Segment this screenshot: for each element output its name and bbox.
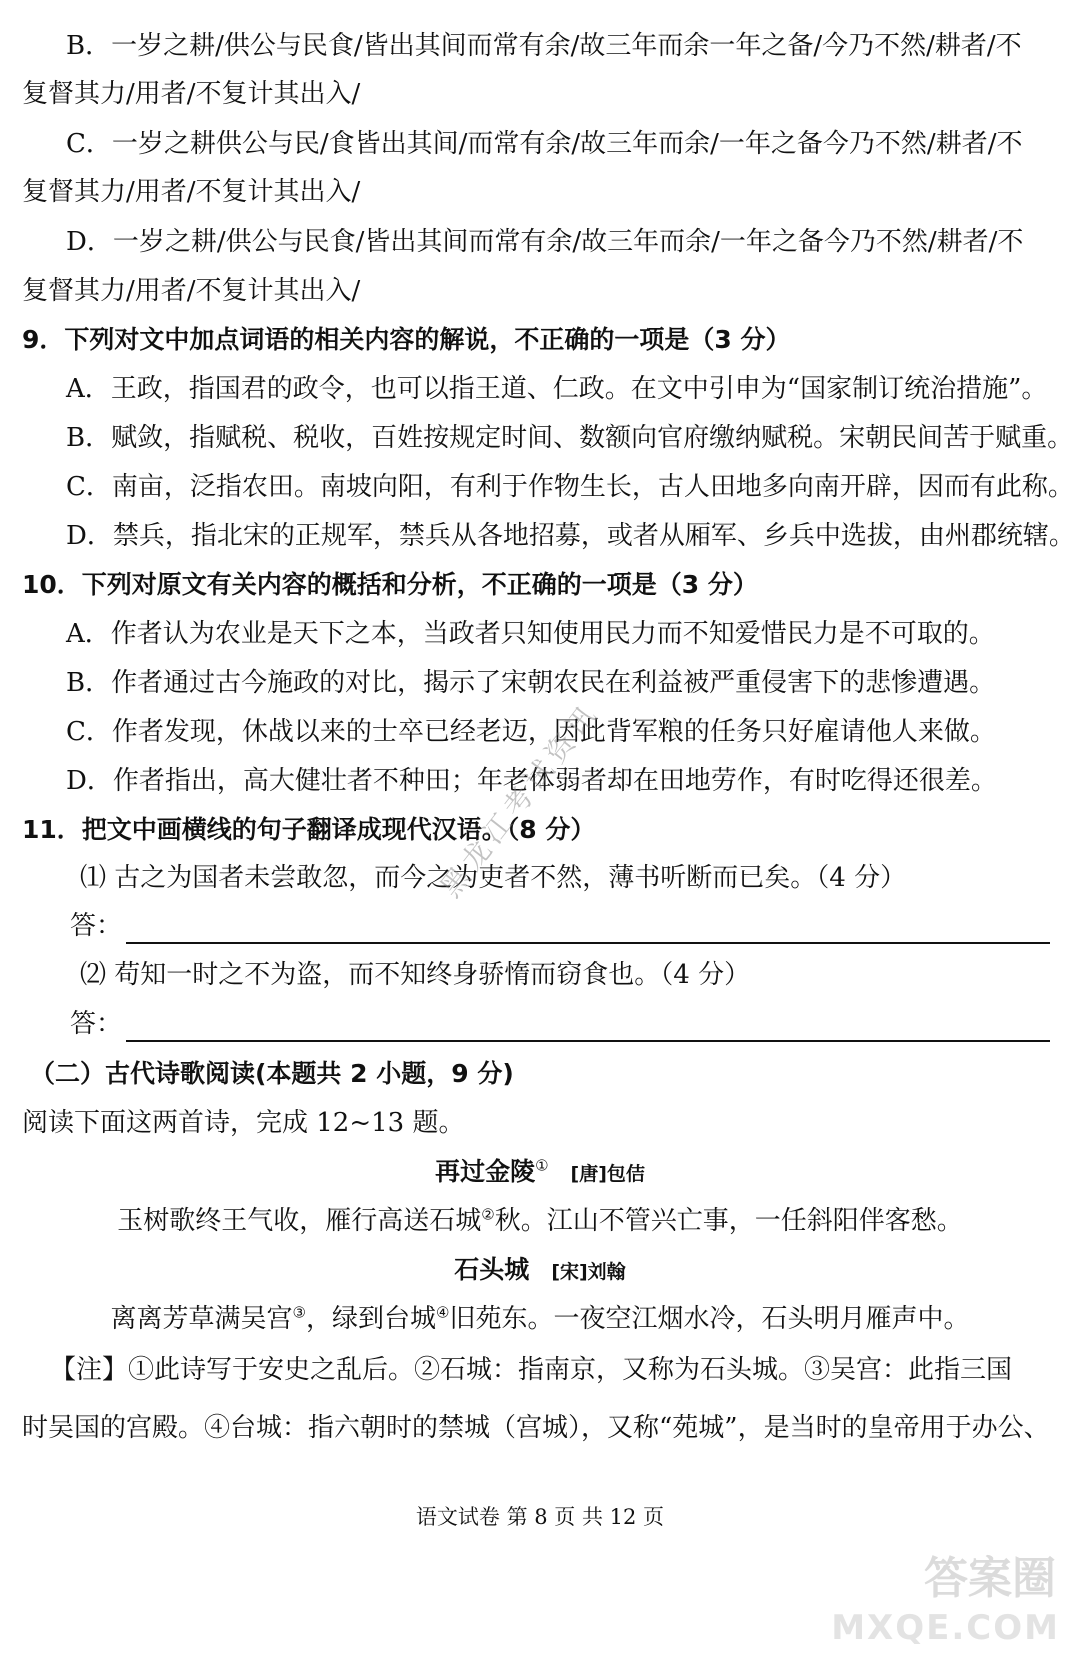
q10-stem: 10．下列对原文有关内容的概括和分析，不正确的一项是（3 分） [22,570,758,599]
section-2-intro: 阅读下面这两首诗，完成 12~13 题。 [22,1108,465,1138]
q11-sentence-2: ⑵ 苟知一时之不为盗，而不知终身骄惰而窃食也。（4 分） [80,960,751,990]
poem1-text-part: 秋。江山不管兴亡事，一任斜阳伴客愁。 [494,1206,963,1236]
q11-stem: 11．把文中画横线的句子翻译成现代汉语。（8 分） [22,815,596,844]
q9-option-d: D．禁兵，指北宋的正规军，禁兵从各地招募，或者从厢军、乡兵中选拔，由州郡统辖。 [66,521,1075,551]
watermark-logo [831,1534,1066,1654]
poem1-note-ref: ② [481,1205,495,1224]
section-2-heading: （二）古代诗歌阅读(本题共 2 小题，9 分) [30,1059,514,1088]
answer-line[interactable] [126,942,1050,944]
q8-option-c-line2: 复督其力/用者/不复计其出入/ [22,177,361,207]
notes-line2: 时吴国的宫殿。④台城：指六朝时的禁城（宫城），又称“苑城”，是当时的皇帝用于办公、 [22,1413,1050,1443]
poem1-text-part: 玉树歌终王气收，雁行高送石城 [117,1206,482,1236]
notes-line1: 【注】①此诗写于安史之乱后。②石城：指南京，又称为石头城。③吴宫：此指三国 [50,1355,1013,1385]
poem2-text-part: ，绿到台城 [305,1304,436,1334]
poem2-title-row [0,1252,1080,1290]
q8-option-d-line1: D．一岁之耕/供公与民食/皆出其间而常有余/故三年而余/一年之备今乃不然/耕者/不 [66,227,1024,257]
answer-line[interactable] [126,1040,1050,1042]
poem2-title: 石头城 [454,1255,530,1284]
poem2-text-part: 离离芳草满吴宫 [110,1304,293,1334]
q10-option-d: D．作者指出，高大健壮者不种田；年老体弱者却在田地劳作，有时吃得还很差。 [66,766,997,796]
poem1-title-row [0,1154,1080,1192]
q8-option-b-line2: 复督其力/用者/不复计其出入/ [22,79,361,109]
logo-text-top: 答案圈 [924,1553,1056,1604]
answer-label: 答： [70,1009,123,1039]
poem2-note-ref: ③ [292,1303,306,1322]
q9-option-c: C．南亩，泛指农田。南坡向阳，有利于作物生长，古人田地多向南开辟，因而有此称。 [66,472,1074,502]
poem1-author: [唐]包佶 [570,1163,645,1185]
q8-option-b-line1: B．一岁之耕/供公与民食/皆出其间而常有余/故三年而余一年之备/今乃不然/耕者/不 [66,31,1022,61]
poem2-note-ref: ④ [436,1303,450,1322]
poem2-author: [宋]刘翰 [551,1261,626,1283]
q9-option-b: B．赋敛，指赋税、税收，百姓按规定时间、数额向官府缴纳赋税。宋朝民间苦于赋重。 [66,423,1074,453]
poem2-text-part: 旧苑东。一夜空江烟水冷，石头明月雁声中。 [449,1304,970,1334]
q11-answer-2[interactable] [70,1006,1050,1046]
q11-answer-1[interactable] [70,908,1050,948]
answer-label: 答： [70,911,123,941]
q8-option-d-line2: 复督其力/用者/不复计其出入/ [22,276,361,306]
q11-sentence-1: ⑴ 古之为国者未尝敢忽，而今之为吏者不然，薄书听断而已矣。（4 分） [80,863,907,893]
logo-text-bottom: MXQE.COM [831,1608,1060,1648]
watermark-text: 黑龙江考试资讯 [433,695,607,904]
q9-stem: 9．下列对文中加点词语的相关内容的解说，不正确的一项是（3 分） [22,325,791,354]
poem2-text [0,1301,1080,1337]
poem1-title: 再过金陵 [435,1157,536,1186]
poem1-text [0,1203,1080,1239]
q10-option-a: A．作者认为农业是天下之本，当政者只知使用民力而不知爱惜民力是不可取的。 [66,619,995,649]
q10-option-b: B．作者通过古今施政的对比，揭示了宋朝农民在利益被严重侵害下的悲惨遭遇。 [66,668,996,698]
q9-option-a: A．王政，指国君的政令，也可以指王道、仁政。在文中引申为“国家制订统治措施”。 [66,374,1048,404]
poem1-note-mark: ① [535,1156,549,1175]
page-footer: 语文试卷 第 8 页 共 12 页 [415,1505,665,1529]
q10-option-c: C．作者发现，休战以来的士卒已经老迈，因此背军粮的任务只好雇请他人来做。 [66,717,996,747]
q8-option-c-line1: C．一岁之耕供公与民/食皆出其间/而常有余/故三年而余/一年之备今乃不然/耕者/不 [66,129,1023,159]
